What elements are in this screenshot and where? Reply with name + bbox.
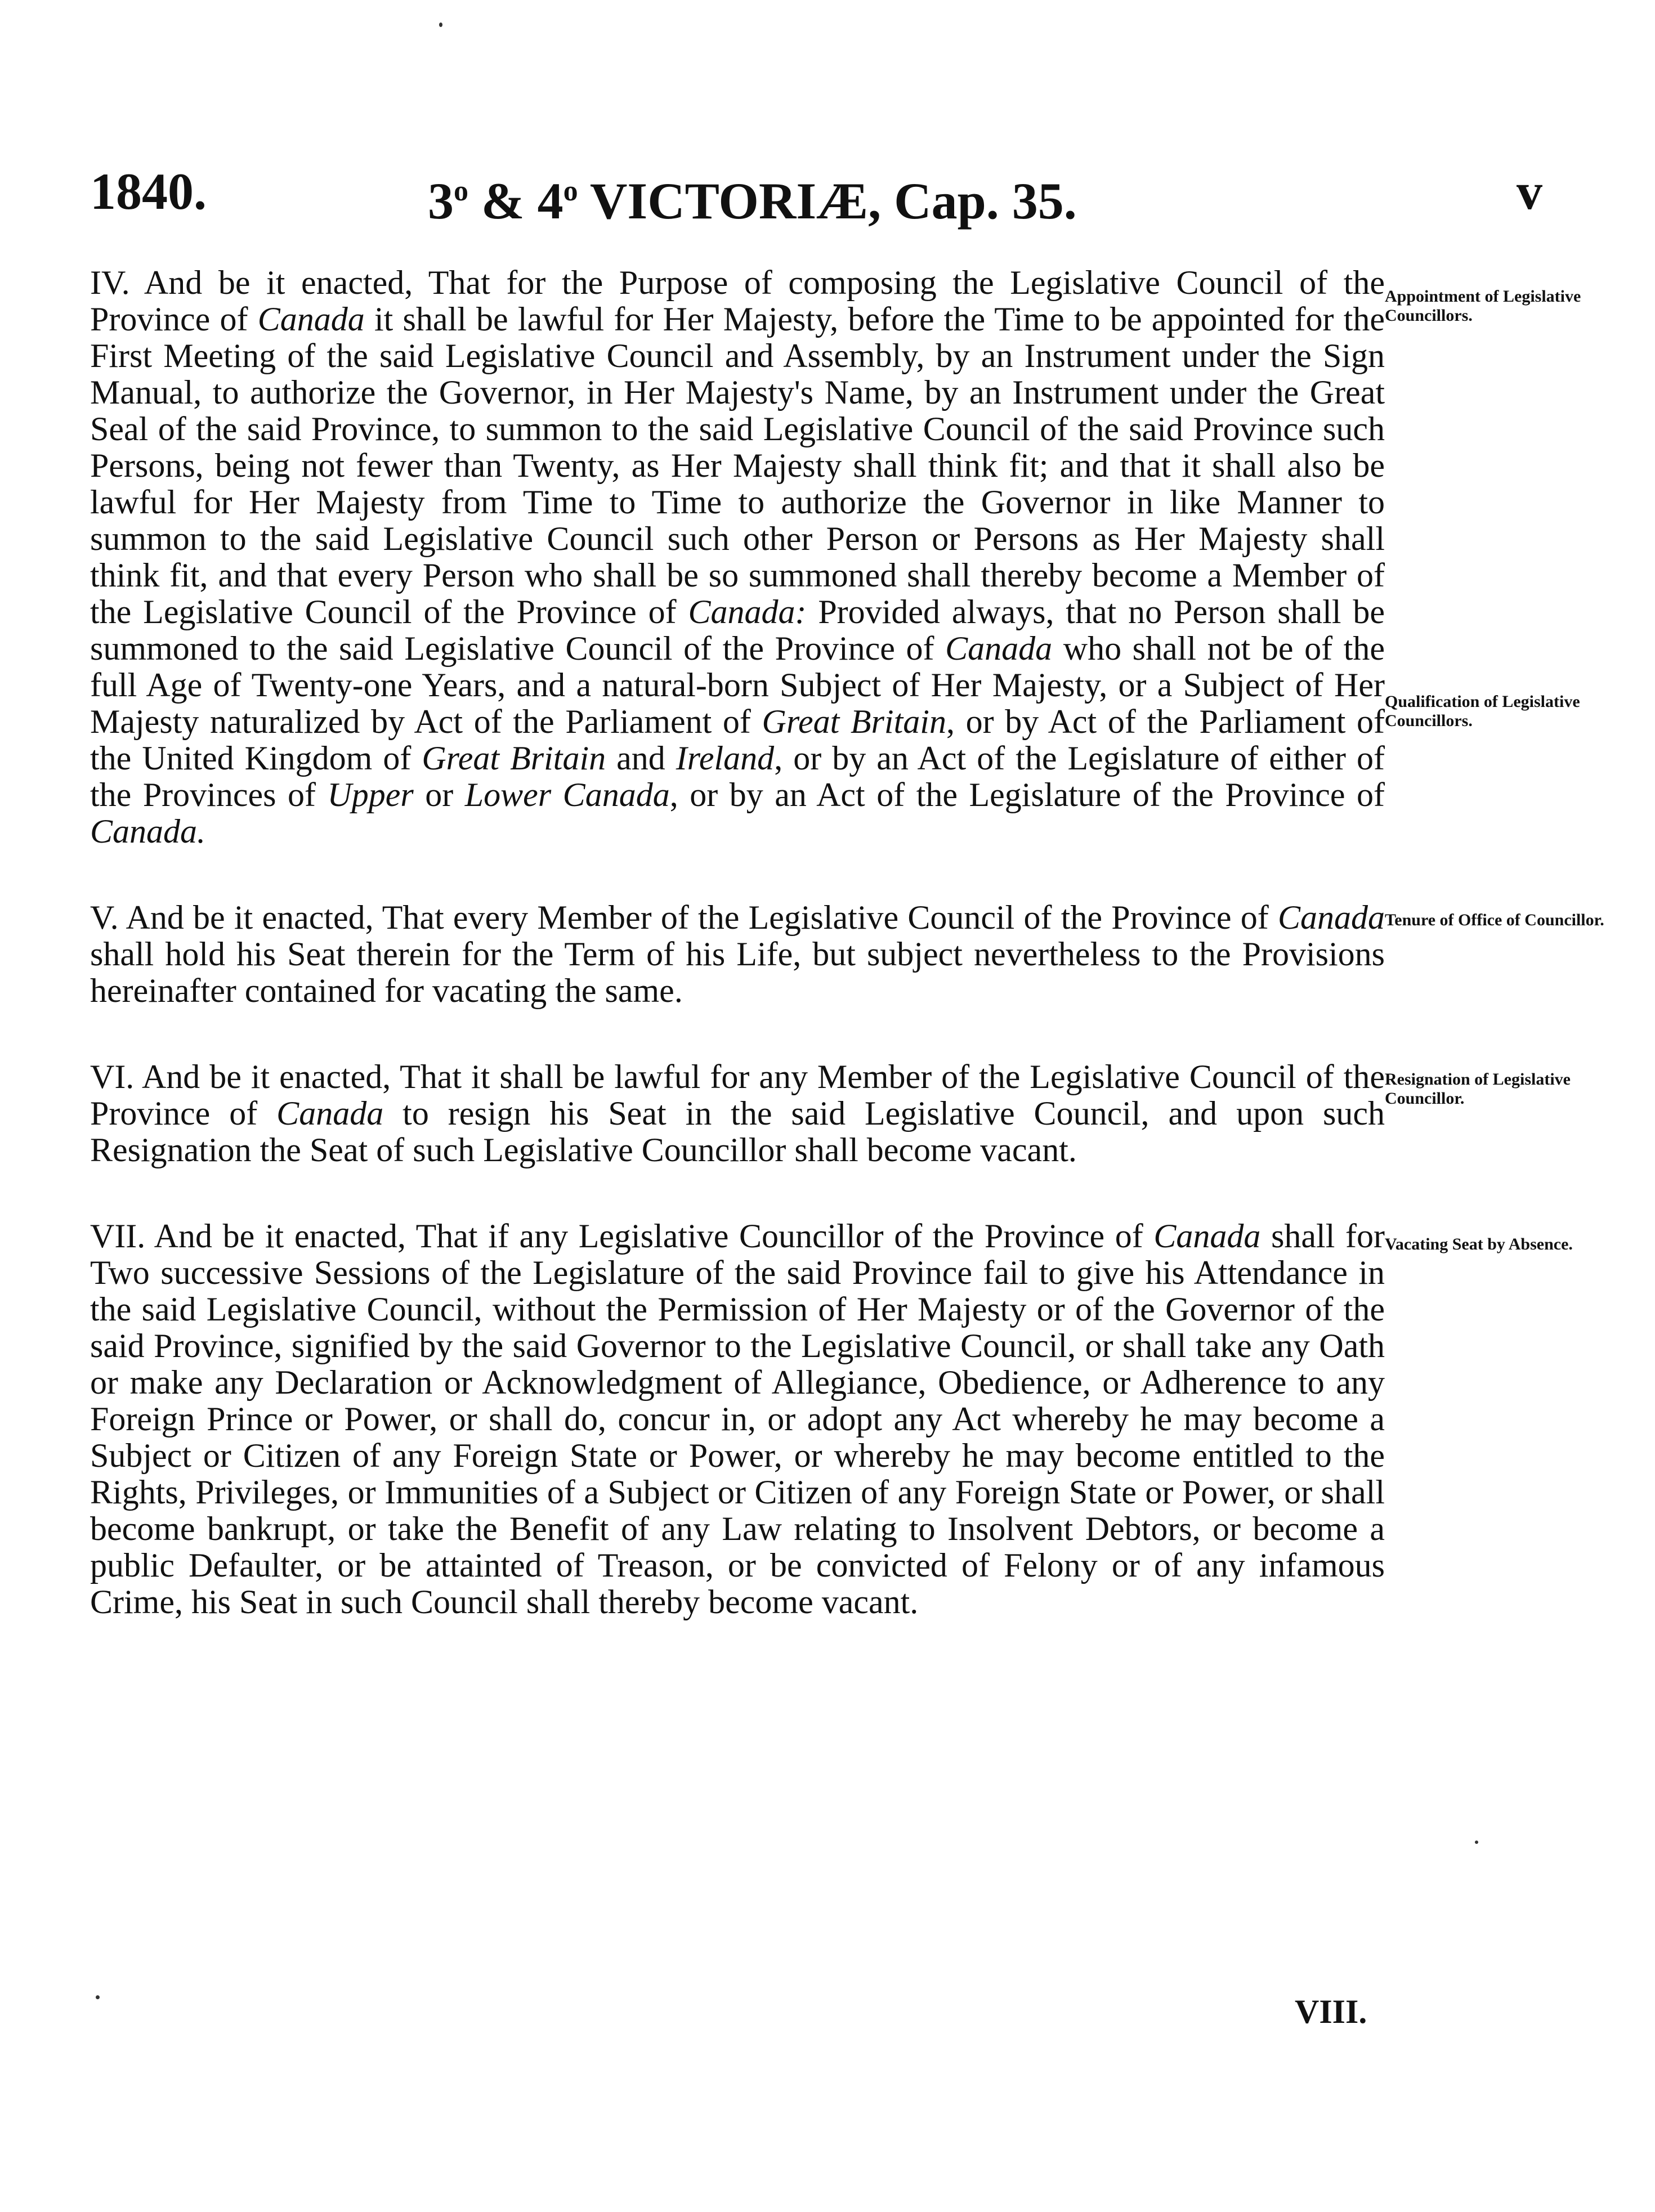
marginal-note-vacating: Vacating Seat by Absence. xyxy=(1385,1235,1573,1253)
section-iv xyxy=(90,264,1581,850)
running-header xyxy=(90,158,1542,230)
section-vi-text: VI. And be it enacted, That it shall be lawful for any Member of the Legislative Council of the Province of Canada to resign his Seat in the said Legislative Council, and upon such Resignation the Seat of such Legislative Councillor shall become vacant. xyxy=(90,1058,1385,1168)
section-vii-text: VII. And be it enacted, That if any Legislative Councillor of the Province of Canada shall for Two successive Sessions of the Legislature of the said Province fail to give his Attendance in the said Legislative Council, without the Permission of Her Majesty or of the Governor of the said Province, signified by the said Governor to the Legislative Council, or shall take any Oath or make any Declaration or Acknowledgment of Allegiance, Obedience, or Adherence to any Foreign Prince or Power, or shall do, concur in, or adopt any Act whereby he may become a Subject or Citizen of any Foreign State or Power, or whereby he may become entitled to the Rights, Privileges, or Immunities of a Subject or Citizen of any Foreign State or Power, or shall become bankrupt, or take the Benefit of any Law relating to Insolvent Debtors, or become a public Defaulter, or be attainted of Treason, or be convicted of Felony or of any infamous Crime, his Seat in such Council shall thereby become vacant. xyxy=(90,1217,1385,1620)
marginal-note-appointment: Appointment of Legislative Councillors. xyxy=(1385,287,1581,325)
catchword: VIII. xyxy=(1295,1993,1367,2030)
section-v-text: V. And be it enacted, That every Member of the Legislative Council of the Province of Canada shall hold his Seat therein for the Term of his Life, but subject nevertheless to the Provisions hereinafter contained for vacating the same. xyxy=(90,899,1385,1009)
section-vii xyxy=(90,1217,1573,1620)
header-page-number: v xyxy=(1517,163,1542,220)
header-title: 3$^o$ & 4$^o$ VICTORIÆ, Cap. 35. xyxy=(428,172,1077,230)
section-vi xyxy=(90,1058,1571,1168)
speck-mark xyxy=(439,23,442,27)
speck-mark xyxy=(1475,1841,1478,1844)
sections-body xyxy=(90,264,1604,1670)
marginal-note-tenure: Tenure of Office of Councillor. xyxy=(1385,911,1604,929)
section-iv-text: IV. And be it enacted, That for the Purpose of composing the Legislative Council of the Province of Canada it shall be lawful for Her Majesty, before the Time to be appointed for the First Meeting of the said Legislative Council and Assembly, by an Instrument under the Sign Manual, to authorize the Governor, in Her Majesty's Name, by an Instrument under the Great Seal of the said Province, to summon to the said Legislative Council of the said Province such Persons, being not fewer than Twenty, as Her Majesty shall think fit; and that it shall also be lawful for Her Majesty from Time to Time to authorize the Governor in like Manner to summon to the said Legislative Council such other Person or Persons as Her Majesty shall think fit, and that every Person who shall be so summoned shall thereby become a Member of the Legislative Council of the Province of Canada: Provided always, that no Person shall be summoned to the said Legislative Council of the Province of Canada who shall not be of the full Age of Twenty-one Years, and a natural-born Subject of Her Majesty, or a Subject of Her Majesty naturalized by Act of the Parliament of Great Britain, or by Act of the Parliament of the United Kingdom of Great Britain and Ireland, or by an Act of the Legislature of either of the Provinces of Upper or Lower Canada, or by an Act of the Legislature of the Province of Canada. xyxy=(90,264,1385,850)
speck-mark xyxy=(96,1995,100,1999)
marginal-note-resignation: Resignation of Legislative Councillor. xyxy=(1385,1070,1571,1108)
header-year: 1840. xyxy=(90,163,207,220)
marginal-note-qualification: Qualification of Legislative Councillors. xyxy=(1385,692,1580,730)
section-v xyxy=(90,899,1604,1009)
